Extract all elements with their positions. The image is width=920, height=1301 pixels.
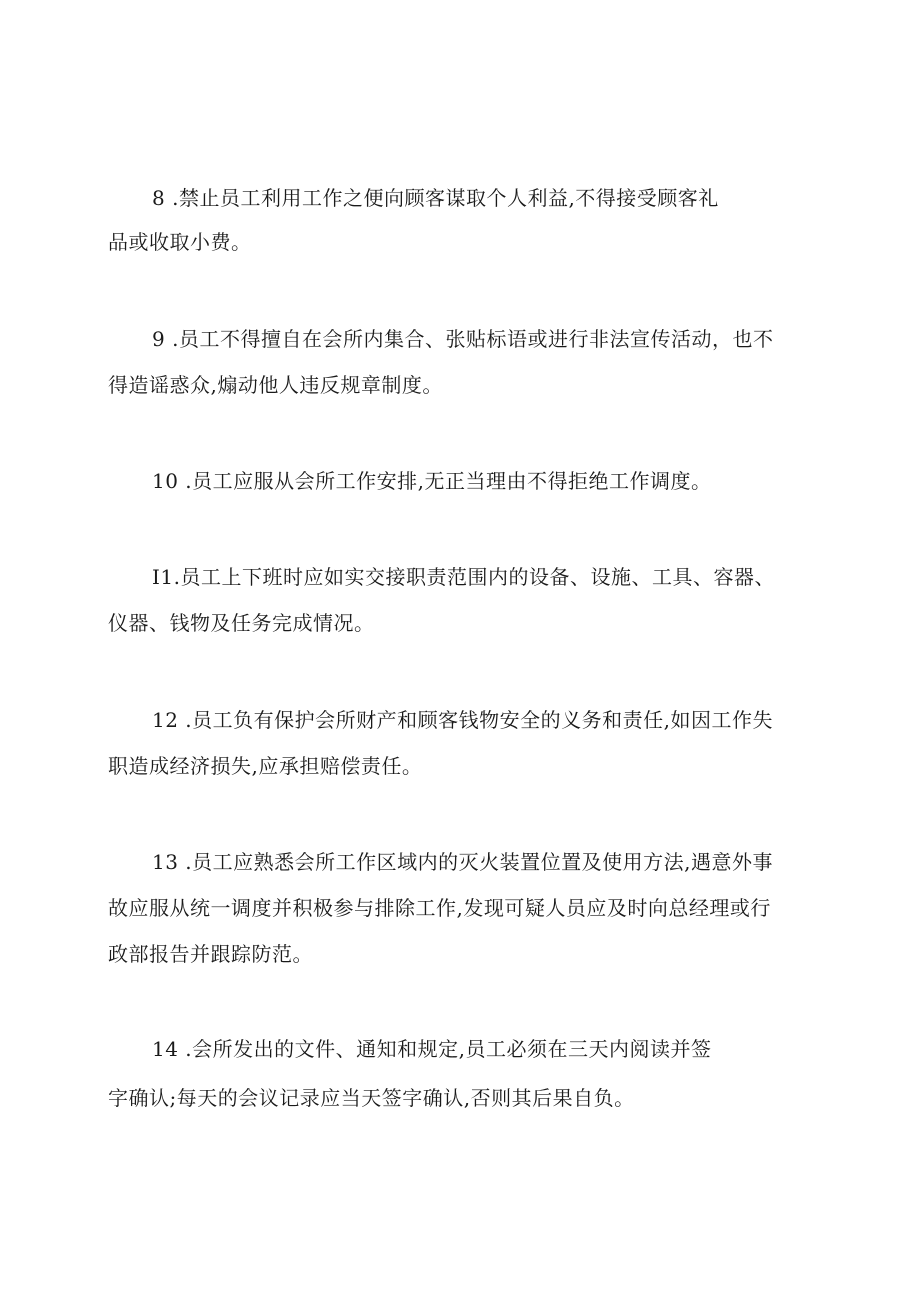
rule-13-line-1: 13 .员工应熟悉会所工作区域内的灭火装置位置及使用方法,遇意外事 — [152, 850, 774, 874]
rule-13-line-2: 故应服从统一调度并积极参与排除工作,发现可疑人员应及时向总经理或行 — [108, 896, 771, 920]
rule-14-line-2: 字确认;每天的会议记录应当天签字确认,否则其后果自负。 — [108, 1086, 635, 1110]
rule-8-line-1: 8 .禁止员工利用工作之便向顾客谋取个人利益,不得接受顾客礼 — [152, 186, 719, 210]
rule-9-line-2: 得造谣惑众,煽动他人违反规章制度。 — [108, 373, 443, 397]
rule-11-line-2: 仪器、钱物及任务完成情况。 — [108, 611, 375, 635]
rule-9-line-1: 9 .员工不得擅自在会所内集合、张贴标语或进行非法宣传活动，也不 — [152, 327, 774, 351]
rule-12-line-1: 12 .员工负有保护会所财产和顾客钱物安全的义务和责任,如因工作失 — [152, 708, 774, 732]
rule-8-line-2: 品或收取小费。 — [108, 230, 252, 254]
rule-13-line-3: 政部报告并跟踪防范。 — [108, 942, 313, 966]
rule-11-line-1: I1.员工上下班时应如实交接职责范围内的设备、设施、工具、容器、 — [152, 565, 775, 589]
rule-14-line-1: 14 .会所发出的文件、通知和规定,员工必须在三天内阅读并签 — [152, 1037, 712, 1061]
rule-12-line-2: 职造成经济损失,应承担赔偿责任。 — [108, 754, 423, 778]
rule-10-line-1: 10 .员工应服从会所工作安排,无正当理由不得拒绝工作调度。 — [152, 469, 712, 493]
